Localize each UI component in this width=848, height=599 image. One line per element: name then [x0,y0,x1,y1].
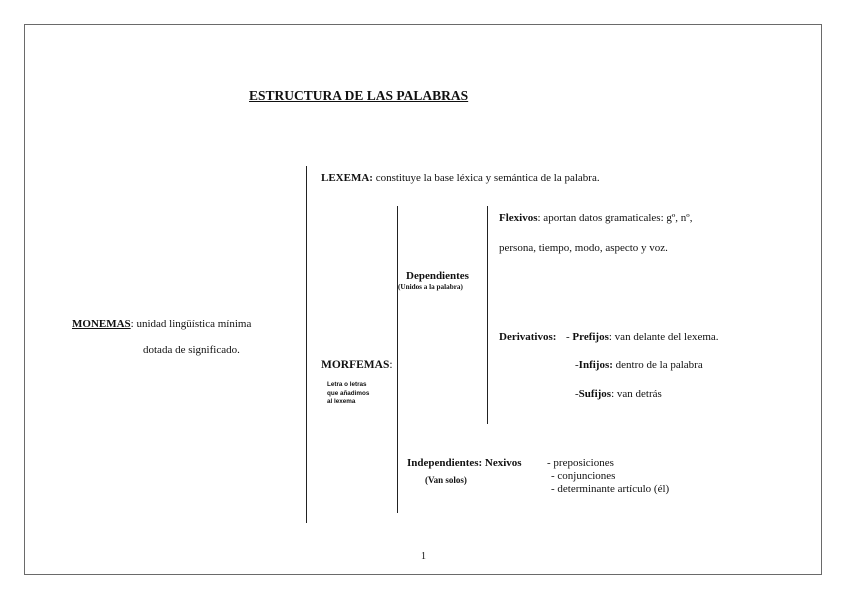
dependientes-bracket-line [487,206,488,424]
morfemas-heading [321,359,393,371]
infijos-line [575,359,703,371]
sufijos-def: : van detrás [611,388,662,400]
list-item: - determinante artículo (él) [551,483,670,495]
list-item: - preposiciones [547,457,614,469]
prefijos-term: Prefijos [572,331,609,343]
derivativos-line [499,331,556,343]
lexema-def: constituye la base léxica y semántica de la palabra. [372,172,600,184]
morfemas-note-line: que añadimos [327,389,370,397]
morfemas-note-line: Letra o letras [327,381,367,388]
morfemas-note-line: al lexema [327,398,356,405]
flexivos-definition [499,212,692,224]
lexema-definition [321,172,600,184]
derivativos-term: Derivativos: [499,331,557,343]
infijos-term: Infijos: [578,359,613,371]
flexivos-def-2: persona, tiempo, modo, aspecto y voz. [499,242,668,254]
page-number: 1 [421,551,426,562]
monemas-def-1: : unidad lingüística mínima [130,318,252,330]
infijos-dash: - [575,359,579,371]
dependientes-term: Dependientes [406,270,469,282]
document-title: ESTRUCTURA DE LAS PALABRAS [249,88,469,103]
list-item: - conjunciones [551,470,616,482]
monemas-definition-line1 [72,318,251,330]
monemas-term: MONEMAS [72,318,131,330]
document-page [24,24,822,575]
monemas-bracket-line [306,166,307,523]
flexivos-def-1: : aportan datos gramaticales: gº, nº, [537,212,693,224]
flexivos-term: Flexivos [499,212,538,224]
prefijos-line [566,331,719,343]
sufijos-dash: - [575,388,579,400]
nexivos-list [547,457,669,496]
sufijos-term: Sufijos [578,388,612,400]
morfemas-colon: : [389,359,393,371]
independientes-term: Independientes: Nexivos [407,457,522,469]
prefijos-def: : van delante del lexema. [608,331,719,343]
morfemas-bracket-line [397,206,398,513]
morfemas-note [327,381,369,407]
prefijos-dash: - [566,331,573,343]
independientes-note: (Van solos) [425,475,467,485]
dependientes-note: (Unidos a la palabra) [398,283,463,291]
morfemas-term: MORFEMAS [321,359,390,371]
sufijos-line [575,388,662,400]
infijos-def: dentro de la palabra [612,359,703,371]
lexema-term: LEXEMA: [321,172,373,184]
monemas-def-2: dotada de significado. [143,344,240,356]
